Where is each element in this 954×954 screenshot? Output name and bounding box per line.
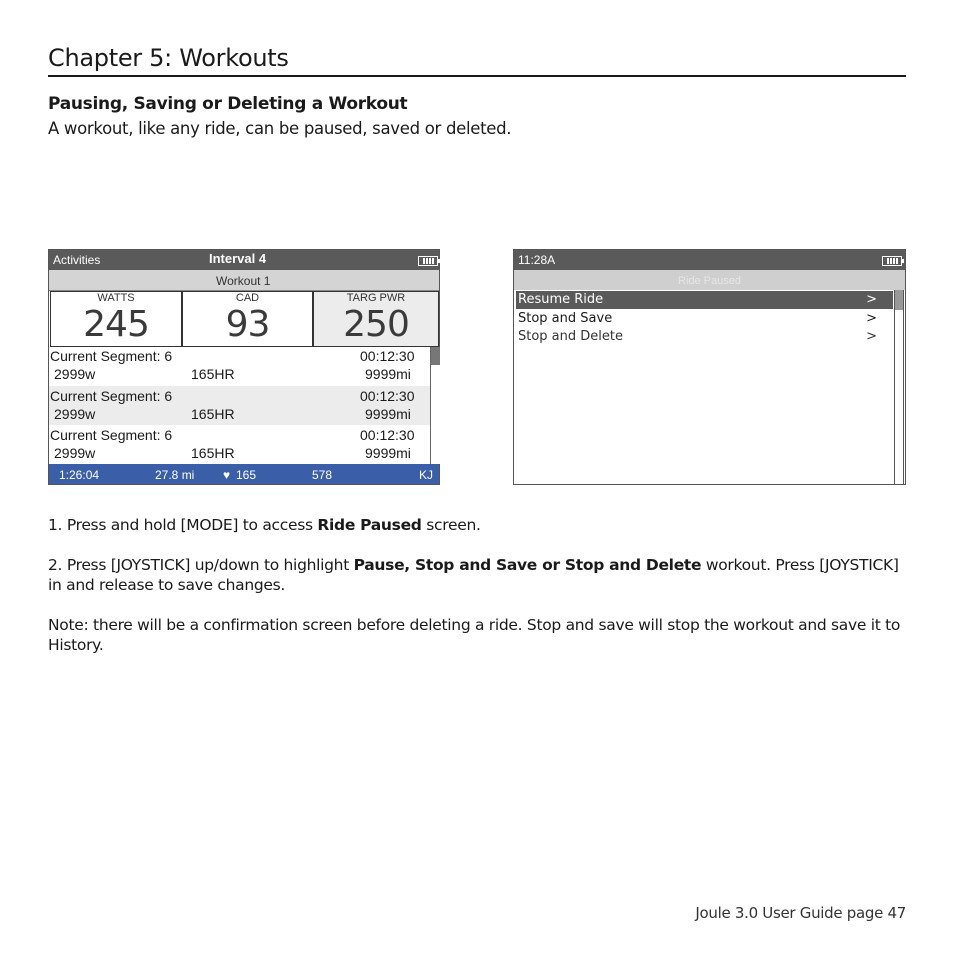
segment-distance: 9999mi	[365, 366, 411, 382]
segment-label: Current Segment: 6	[50, 348, 173, 364]
ride-distance: 27.8 mi	[155, 468, 195, 482]
resume-ride-item	[516, 291, 893, 309]
list-item	[49, 425, 430, 464]
section-intro: A workout, like any ride, can be paused, saved or deleted.	[48, 119, 512, 138]
list-item	[49, 347, 430, 386]
menu-item-label: Resume Ride	[518, 292, 604, 307]
step-text: workout. Press [JOYSTICK] in and release to save changes.	[48, 556, 899, 594]
metric-cadence	[182, 291, 313, 347]
step-text: 2. Press [JOYSTICK] up/down to highlight	[48, 556, 354, 574]
chevron-right-icon: >	[866, 311, 877, 326]
chapter-divider	[48, 75, 906, 77]
segment-watts: 2999w	[54, 406, 96, 422]
page-footer: Joule 3.0 User Guide page 47	[695, 904, 906, 922]
battery-icon	[418, 256, 438, 266]
stop-and-save-item	[516, 310, 893, 328]
segment-distance: 9999mi	[365, 406, 411, 422]
metric-label: WATTS	[97, 292, 135, 304]
segment-watts: 2999w	[54, 445, 96, 461]
chevron-right-icon: >	[866, 329, 877, 344]
step-emphasis: Pause, Stop and Save or Stop and Delete	[353, 556, 702, 574]
ride-summary-bar	[49, 464, 439, 484]
segment-time: 00:12:30	[360, 427, 415, 443]
list-item	[49, 386, 430, 425]
segment-hr: 165HR	[191, 366, 235, 382]
kilojoules-label: KJ	[419, 468, 434, 482]
segment-scrollbar	[430, 347, 440, 464]
segment-distance: 9999mi	[365, 445, 411, 461]
clock-time: 11:28A	[518, 253, 556, 267]
battery-icon	[882, 256, 902, 266]
screen-title-bar	[514, 250, 905, 270]
scrollbar-thumb	[895, 290, 903, 310]
segment-watts: 2999w	[54, 366, 96, 382]
segment-time: 00:12:30	[360, 388, 415, 404]
chapter-title: Chapter 5: Workouts	[48, 44, 289, 72]
step-text: 1. Press and hold [MODE] to access	[48, 516, 318, 534]
screen-title-bar	[49, 250, 439, 270]
metric-value: 245	[83, 304, 149, 345]
ride-paused-bar	[514, 270, 905, 290]
workout-name: Workout 1	[216, 274, 271, 288]
heart-rate: 165	[236, 468, 257, 482]
metric-label: CAD	[235, 292, 260, 304]
workout-subtitle-bar	[49, 270, 439, 291]
ride-time: 1:26:04	[59, 468, 100, 482]
ride-paused-title: Ride Paused	[678, 275, 741, 287]
segment-time: 00:12:30	[360, 348, 415, 364]
interval-title: Interval 4	[209, 251, 267, 266]
deletion-note: Note: there will be a confirmation screen before deleting a ride. Stop and save will stop the workout and save it to History.	[48, 616, 901, 654]
ride-paused-screen-image	[513, 249, 906, 485]
section-heading: Pausing, Saving or Deleting a Workout	[48, 94, 408, 114]
step-emphasis: Ride Paused	[317, 516, 422, 534]
menu-item-label: Stop and Save	[518, 311, 613, 326]
heart-icon: ♥	[223, 468, 231, 482]
stop-and-delete-item	[516, 328, 893, 346]
instruction-step-1	[48, 515, 908, 535]
metric-value: 93	[225, 304, 270, 345]
menu-item-label: Stop and Delete	[518, 329, 623, 344]
activities-label: Activities	[53, 253, 101, 267]
workout-screen-image	[48, 249, 440, 485]
kilojoules-value: 578	[312, 468, 333, 482]
segment-label: Current Segment: 6	[50, 427, 173, 443]
segment-hr: 165HR	[191, 445, 235, 461]
step-text: screen.	[421, 516, 481, 534]
metric-label: TARG PWR	[346, 292, 406, 304]
segment-label: Current Segment: 6	[50, 388, 173, 404]
segment-list	[49, 347, 430, 464]
metric-value: 250	[343, 304, 409, 345]
chevron-right-icon: >	[866, 292, 877, 307]
instruction-step-2	[48, 555, 906, 595]
metric-target-power	[313, 291, 439, 347]
segment-hr: 165HR	[191, 406, 235, 422]
scrollbar-thumb	[431, 347, 440, 365]
metric-watts	[50, 291, 182, 347]
menu-scrollbar	[894, 290, 904, 484]
